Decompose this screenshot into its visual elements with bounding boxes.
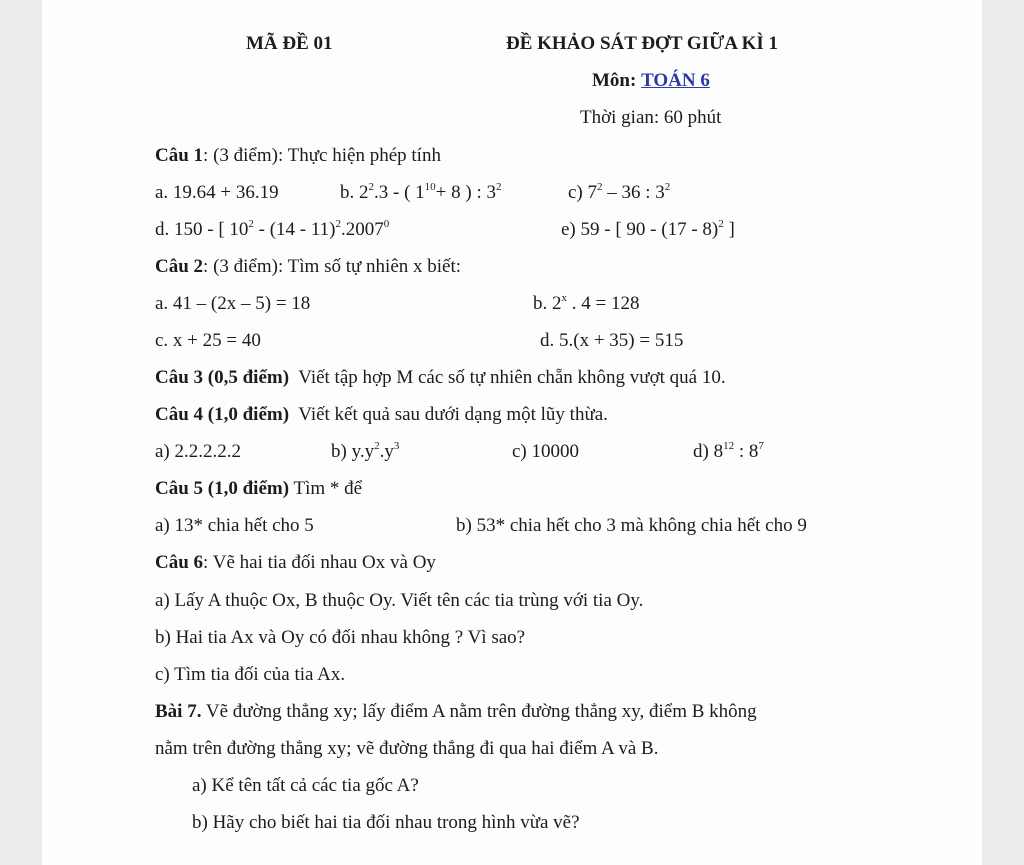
q2-d: d. 5.(x + 35) = 515 bbox=[540, 330, 684, 351]
q6-b: b) Hai tia Ax và Oy có đối nhau không ? Vì sao? bbox=[155, 627, 526, 648]
q4-d: d) $8^{12}$ : $8^7$ bbox=[693, 440, 764, 462]
q6-heading: Câu 6: Vẽ hai tia đối nhau Ox và Oy bbox=[155, 552, 436, 573]
q1-d: d. 150 - [ $10^2 - (14 - 11)^2.2007^0$ bbox=[155, 218, 390, 240]
q1-e: e) 59 - [ 90 - (17 - 8)$^2$ ] bbox=[561, 218, 735, 240]
q5-a: a) 13* chia hết cho 5 bbox=[155, 515, 314, 536]
q6-c: c) Tìm tia đối của tia Ax. bbox=[155, 664, 346, 685]
q7-a: a) Kể tên tất cả các tia gốc A? bbox=[192, 775, 419, 796]
q5-b: b) 53* chia hết cho 3 mà không chia hết cho 9 bbox=[456, 515, 807, 536]
q7-heading: Bài 7. Vẽ đường thẳng xy; lấy điểm A nằm trên đường thẳng xy, điểm B không bbox=[155, 701, 757, 722]
q4-c: c) 10000 bbox=[512, 441, 580, 462]
time-limit: Thời gian: 60 phút bbox=[580, 107, 722, 128]
q2-c: c. x + 25 = 40 bbox=[155, 330, 261, 351]
q1-b: b. $2^2.3$ - ( $1^{10}+ 8$ ) : $3^2$ bbox=[340, 181, 502, 203]
q2-a: a. 41 – (2x – 5) = 18 bbox=[155, 293, 311, 314]
q1-a: a. 19.64 + 36.19 bbox=[155, 182, 279, 203]
exam-code: MÃ ĐỀ 01 bbox=[246, 33, 333, 54]
q5-heading: Câu 5 (1,0 điểm) Tìm * để bbox=[155, 478, 363, 499]
q2-heading: Câu 2: (3 điểm): Tìm số tự nhiên x biết: bbox=[155, 256, 462, 277]
q4-heading: Câu 4 (1,0 điểm) Viết kết quả sau dưới dạng một lũy thừa. bbox=[155, 404, 608, 425]
subject-name: TOÁN 6 bbox=[641, 70, 710, 91]
q6-a: a) Lấy A thuộc Ox, B thuộc Oy. Viết tên các tia trùng với tia Oy. bbox=[155, 590, 644, 611]
q1-c: c) $7^2 - 36$ : $3^2$ bbox=[568, 181, 671, 203]
q7-line2: nằm trên đường thẳng xy; vẽ đường thẳng đi qua hai điểm A và B. bbox=[155, 738, 659, 759]
q2-b: b. 2$^x$ . 4 = 128 bbox=[533, 292, 640, 314]
q4-b: b) $y.y^2.y^3$ bbox=[331, 440, 400, 462]
exam-title: ĐỀ KHẢO SÁT ĐỢT GIỮA KÌ 1 bbox=[506, 33, 779, 54]
exam-page bbox=[42, 0, 982, 865]
q1-heading: Câu 1: (3 điểm): Thực hiện phép tính bbox=[155, 145, 441, 166]
q4-a: a) 2.2.2.2.2 bbox=[155, 441, 242, 462]
q3: Câu 3 (0,5 điểm) Viết tập hợp M các số tự nhiên chẵn không vượt quá 10. bbox=[155, 367, 726, 388]
subject-line: Môn: TOÁN 6 bbox=[592, 70, 710, 91]
q7-b: b) Hãy cho biết hai tia đối nhau trong hình vừa vẽ? bbox=[192, 812, 580, 833]
